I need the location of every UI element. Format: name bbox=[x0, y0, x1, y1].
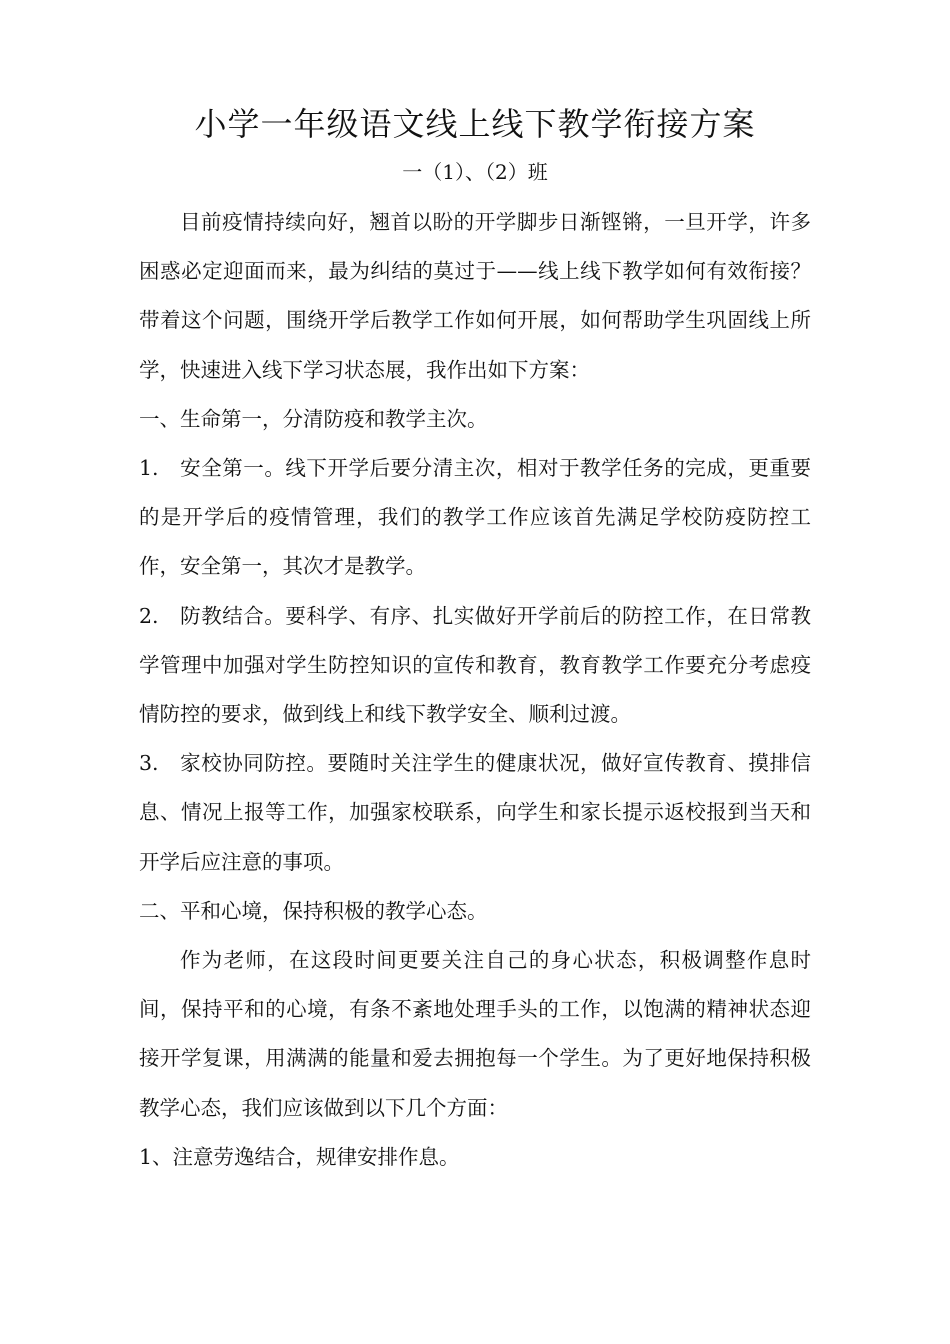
section-heading-1: 一、生命第一，分清防疫和教学主次。 bbox=[139, 406, 488, 431]
document-page bbox=[139, 96, 811, 1182]
section-2-paragraph: 作为老师，在这段时间更要关注自己的身心状态，积极调整作息时间，保持平和的心境，有条不紊地处理手头的工作，以饱满的精神状态迎接开学复课，用满满的能量和爱去拥抱每一个学生。为了更好地保持积极教学心态，我们应该做到以下几个方面： bbox=[139, 948, 811, 1120]
section-heading-2: 二、平和心境，保持积极的教学心态。 bbox=[139, 898, 488, 923]
list-item-3: 3. 家校协同防控。要随时关注学生的健康状况，做好宣传教育、摸排信息、情况上报等工作，加强家校联系，向学生和家长提示返校报到当天和开学后应注意的事项。 bbox=[139, 751, 811, 874]
document-subtitle: 一（1）、（2）班 bbox=[402, 160, 548, 184]
document-title: 小学一年级语文线上线下教学衔接方案 bbox=[194, 105, 756, 143]
list-item-1: 1. 安全第一。线下开学后要分清主次，相对于教学任务的完成，更重要的是开学后的疫情管理，我们的教学工作应该首先满足学校防疫防控工作，安全第一，其次才是教学。 bbox=[139, 456, 811, 579]
list-item-2: 2. 防教结合。要科学、有序、扎实做好开学前后的防控工作，在日常教学管理中加强对学生防控知识的宣传和教育，教育教学工作要充分考虑疫情防控的要求，做到线上和线下教学安全、顺利过渡。 bbox=[139, 603, 811, 727]
intro-paragraph: 目前疫情持续向好，翘首以盼的开学脚步日渐铿锵，一旦开学，许多困惑必定迎面而来，最为纠结的莫过于——线上线下教学如何有效衔接？带着这个问题，围绕开学后教学工作如何开展，如何帮助学生巩固线上所学，快速进入线下学习状态展，我作出如下方案： bbox=[139, 210, 811, 382]
sub-list-item-1: 1、注意劳逸结合，规律安排作息。 bbox=[139, 1144, 460, 1169]
